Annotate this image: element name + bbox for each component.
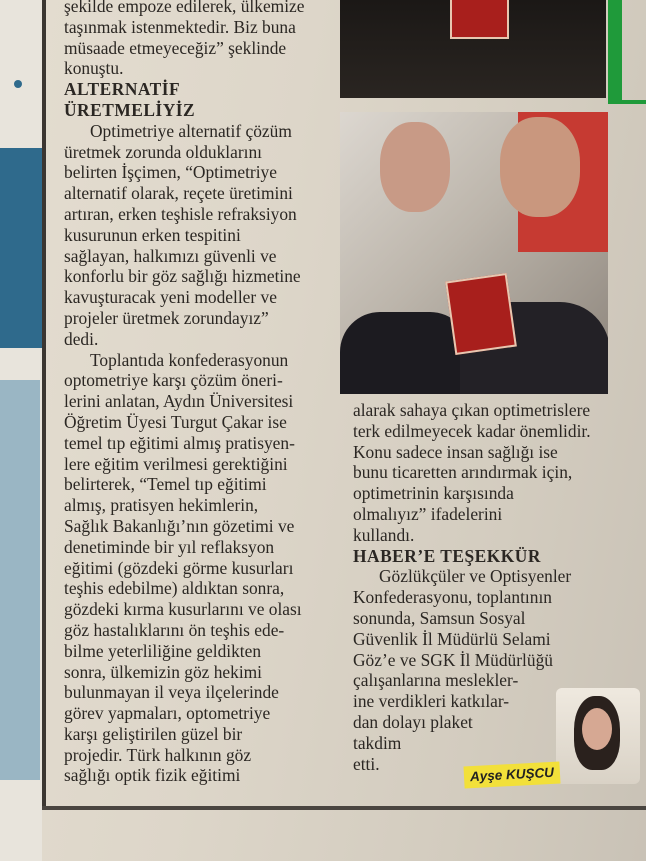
text-line: ALTERNATİF: [64, 79, 181, 100]
subheading-tesekkur: HABER’E TEŞEKKÜR: [353, 545, 541, 566]
award-plaque: [445, 273, 517, 355]
bullet-dot-icon: [14, 80, 22, 88]
text-line: çalışanlarına meslekler-: [353, 670, 519, 691]
top-photo: [340, 0, 606, 98]
text-line: artıran, erken teşhisle refraksiyon: [64, 203, 297, 224]
text-line: görev yapmaları, optometriye: [64, 703, 271, 724]
portrait-face: [582, 708, 612, 750]
plaque-ceremony-photo: [340, 112, 608, 394]
text-line: göz hastalıklarını ön teşhis ede-: [64, 619, 285, 640]
text-line: denetiminde bir yıl reflaksyon: [64, 536, 275, 557]
text-line: konuştu.: [64, 58, 124, 79]
text-line: Göz’e ve SGK İl Müdürlüğü: [353, 649, 553, 670]
text-line: sağlığı optik fizik eğitimi: [64, 765, 241, 786]
text-line: almış, pratisyen hekimlerin,: [64, 495, 259, 516]
text-line: Optimetriye alternatif çözüm: [90, 120, 292, 141]
text-line: Sağlık Bakanlığı’nın gözetimi ve: [64, 515, 295, 536]
text-line: kullandı.: [353, 524, 415, 545]
text-line: temel tıp eğitimi almış pratisyen-: [64, 432, 295, 453]
text-line: taşınmak istenmektedir. Biz buna: [64, 16, 296, 37]
text-line: lere eğitim verilmesi gerektiğini: [64, 453, 288, 474]
green-frame-rule: [608, 100, 646, 104]
text-line: projeler üretmek zorundayız”: [64, 307, 269, 328]
text-line: belirten İşçimen, “Optimetriye: [64, 162, 277, 183]
text-line: dan dolayı plaket: [353, 711, 473, 732]
text-line: belirterek, “Temel tıp eğitimi: [64, 474, 267, 495]
text-line: Öğretim Üyesi Turgut Çakar ise: [64, 411, 287, 432]
text-line: projedir. Türk halkının göz: [64, 744, 252, 765]
text-line: bulunmayan il veya ilçelerinde: [64, 682, 279, 703]
adjacent-blue-panel: [0, 380, 40, 780]
text-line: lerini anlatan, Aydın Üniversitesi: [64, 391, 294, 412]
text-line: Gözlükçüler ve Optisyenler: [379, 566, 572, 587]
subheading-alternatif: [64, 79, 332, 121]
paragraph-optimetri: [64, 121, 332, 350]
text-line: şekilde empoze edilerek, ülkemize: [64, 0, 305, 16]
text-line: bilme yeterliliğine geldikten: [64, 640, 262, 661]
author-byline: Ayşe KUŞCU: [463, 762, 560, 789]
text-line: Konfederasyonu, toplantının: [353, 587, 552, 608]
text-line: terk edilmeyecek kadar önemlidir.: [353, 420, 591, 441]
text-line: karşı geliştirilen güzel bir: [64, 723, 243, 744]
text-line: müsaade etmeyeceğiz” şeklinde: [64, 37, 287, 58]
article-column-1: [64, 0, 332, 786]
plaque-icon: [450, 0, 509, 39]
text-line: olmalıyız” ifadelerini: [353, 503, 503, 524]
text-line: eğitimi (gözdeki görme kusurları: [64, 557, 294, 578]
text-line: alarak sahaya çıkan optimetrislere: [353, 400, 591, 420]
text-line: Konu sadece insan sağlığı ise: [353, 441, 558, 462]
green-frame-bar: [608, 0, 622, 100]
text-line: üretmek zorunda olduklarını: [64, 141, 262, 162]
column-divider: [42, 0, 46, 810]
text-line: ine verdikleri katkılar-: [353, 691, 510, 712]
text-line: kusurunun erken tespitini: [64, 224, 241, 245]
adjacent-blue-box: [0, 148, 42, 348]
text-line: Güvenlik İl Müdürlü Selami: [353, 628, 551, 649]
text-line: sağlayan, halkımızı güvenli ve: [64, 245, 277, 266]
text-line: optimetrinin karşısında: [353, 483, 514, 504]
man-right-head: [500, 117, 580, 217]
text-line: etti.: [353, 753, 380, 774]
text-line: bunu ticaretten arındırmak için,: [353, 462, 573, 483]
text-line: dedi.: [64, 328, 99, 349]
text-line: sonunda, Samsun Sosyal: [353, 607, 526, 628]
text-line: teşhis edebilme) aldıktan sonra,: [64, 578, 285, 599]
bottom-rule: [42, 806, 646, 810]
text-line: Toplantıda konfederasyonun: [90, 349, 289, 370]
text-line: sonra, ülkemizin göz hekimi: [64, 661, 263, 682]
text-line: konforlu bir göz sağlığı hizmetine: [64, 266, 301, 287]
text-line: gözdeki kırma kusurlarını ve olası: [64, 599, 302, 620]
text-line: takdim: [353, 732, 402, 753]
text-line: kavuşturacak yeni modeller ve: [64, 287, 277, 308]
text-line: optometriye karşı çözüm öneri-: [64, 370, 283, 391]
text-line: ÜRETMELİYİZ: [64, 99, 196, 120]
text-line: alternatif olarak, reçete üretimini: [64, 183, 293, 204]
paragraph-toplanti: [64, 350, 332, 787]
author-portrait: [556, 688, 640, 784]
man-left-head: [380, 122, 450, 212]
paragraph-continuation: [353, 400, 623, 546]
intro-lines: [64, 0, 332, 79]
